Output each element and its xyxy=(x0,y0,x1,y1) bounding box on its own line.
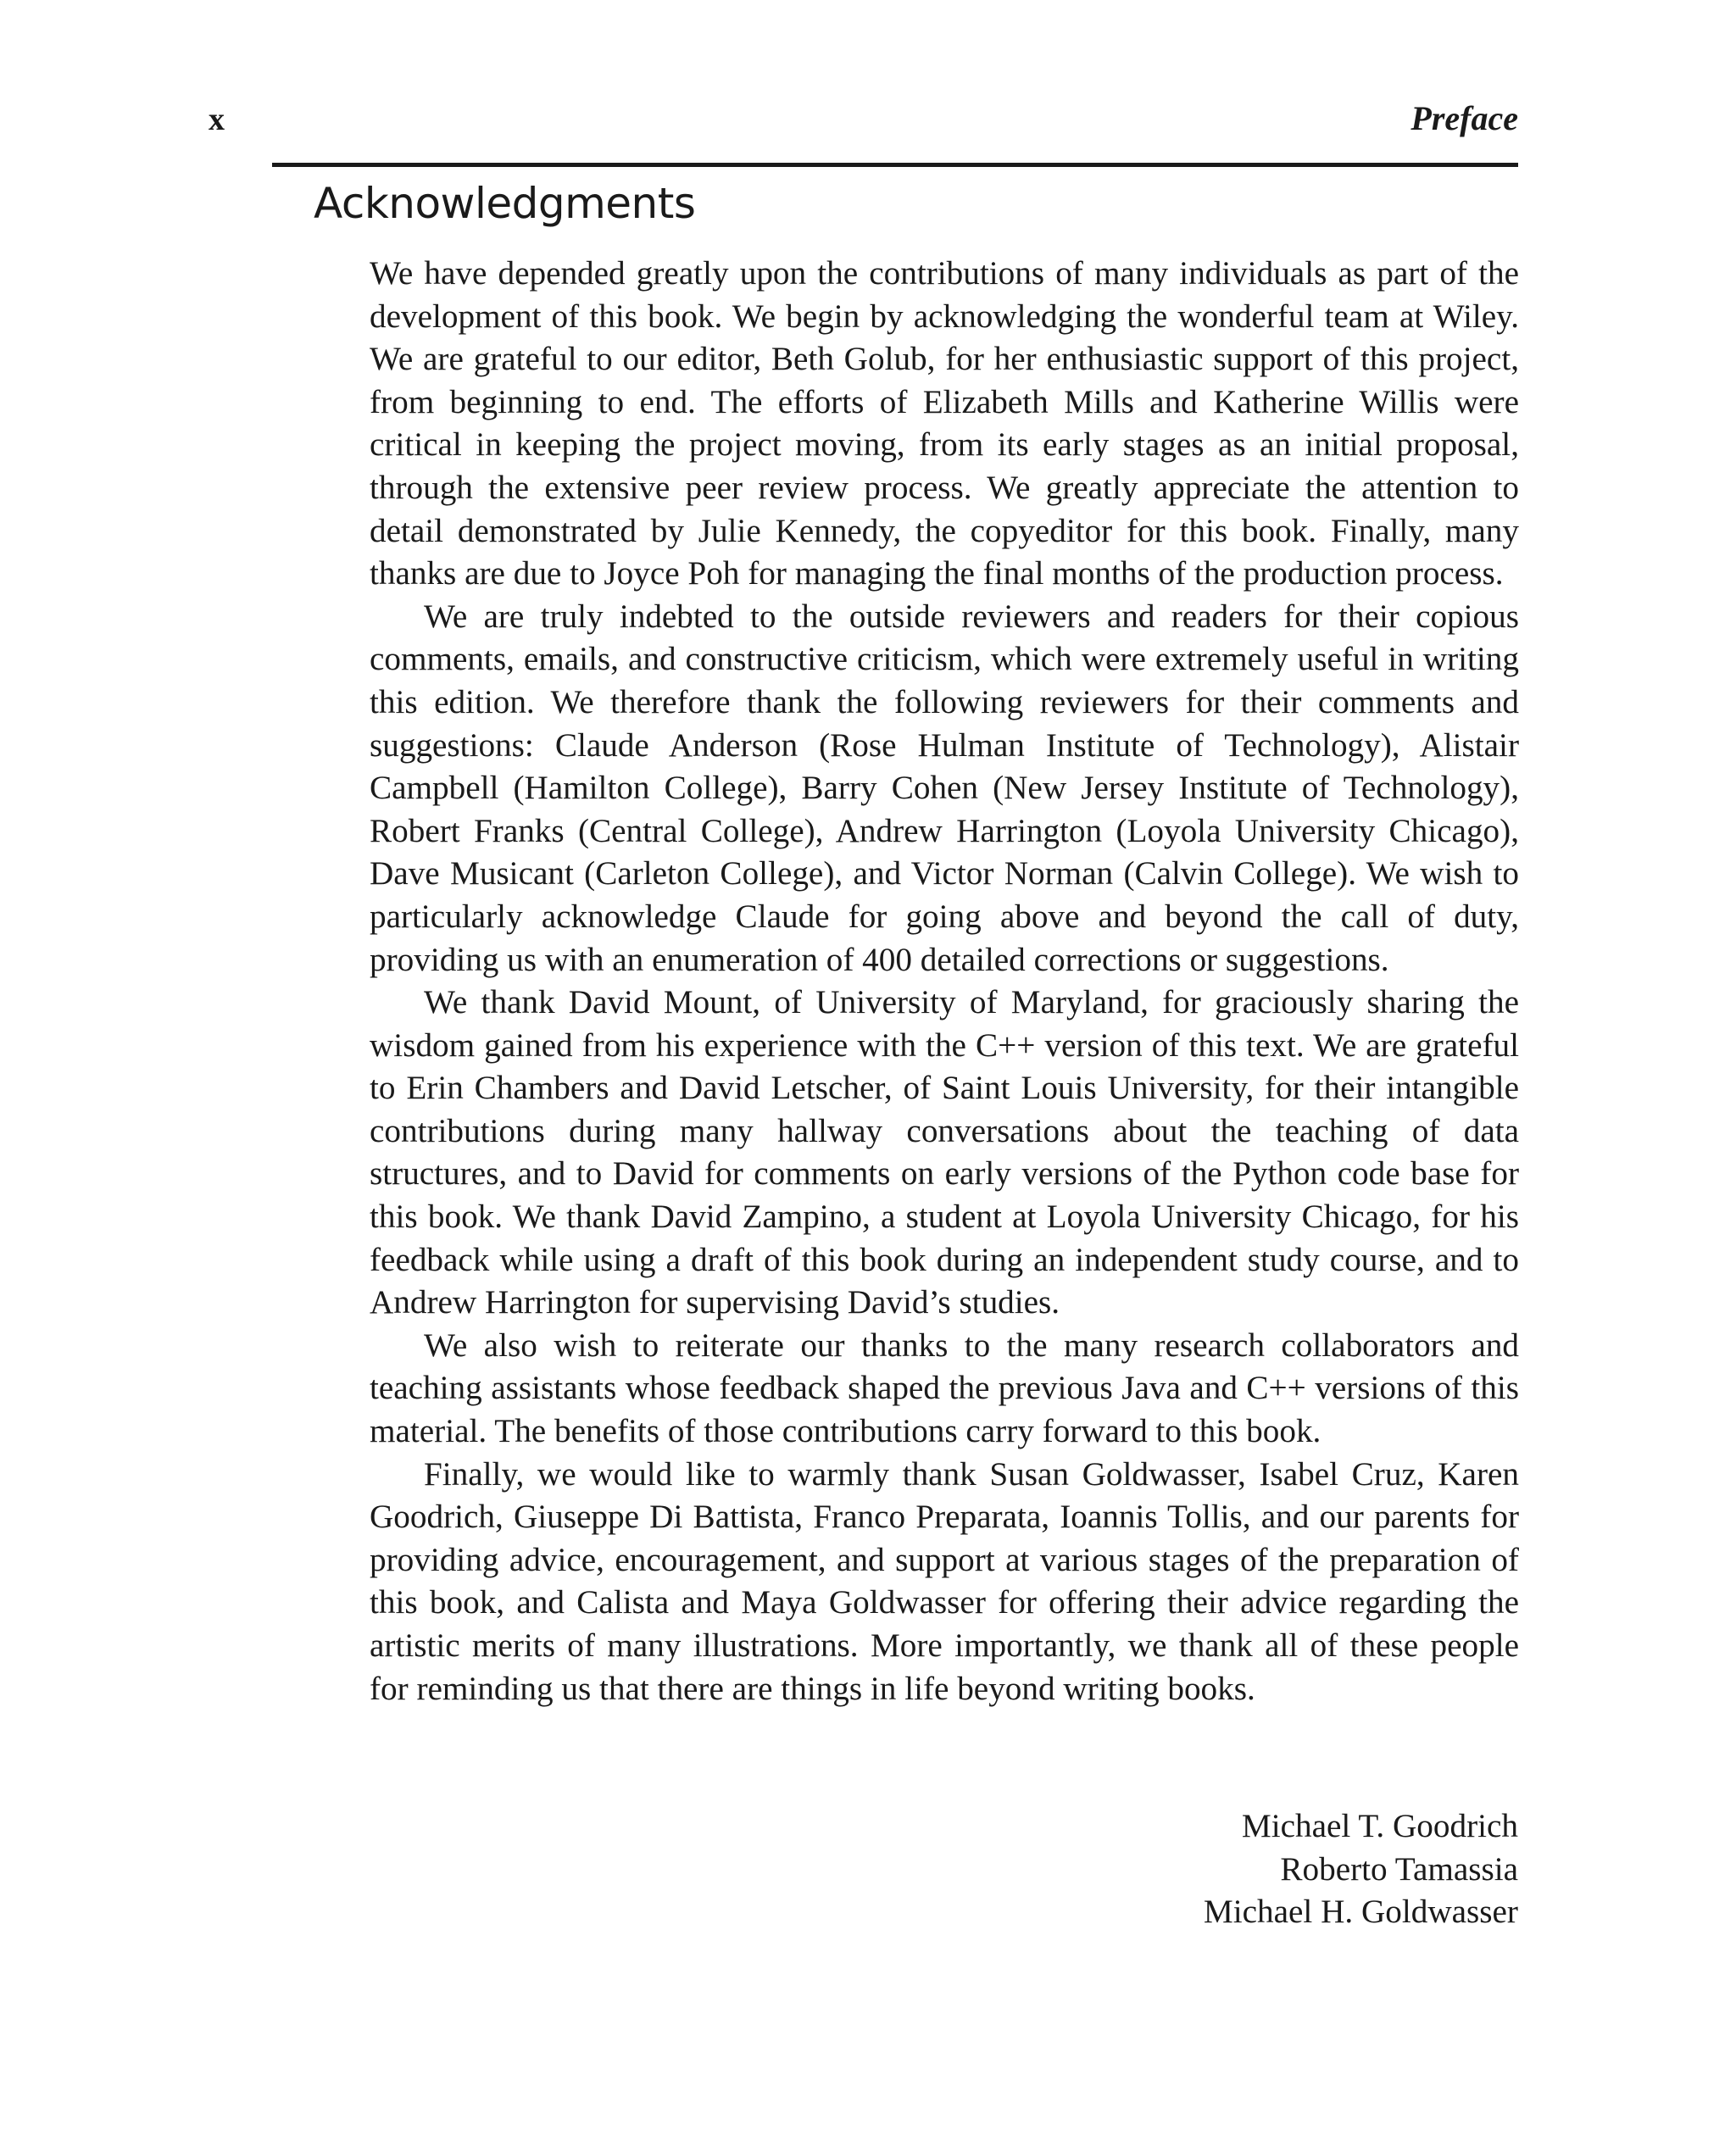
paragraph: We have depended greatly upon the contributions of many individuals as part of the development of this book. We begin by acknowledging the wonderful team at Wiley. We are grateful to our editor, Beth Golub, for her enthusiastic support of this project, from beginning to end. The efforts of Elizabeth Mills and Katherine Willis were critical in keeping the project moving, from its early stages as an initial proposal, through the extensive peer review process. We greatly appreciate the attention to detail demonstrated by Julie Kennedy, the copyeditor for this book. Finally, many thanks are due to Joyce Poh for managing the final months of the production process. xyxy=(370,255,1519,592)
body-text xyxy=(370,253,1519,1710)
paragraph: Finally, we would like to warmly thank Susan Goldwasser, Isabel Cruz, Karen Goodrich, Giuseppe Di Battista, Franco Preparata, Ioannis Tollis, and our parents for providing advice, encouragement, and support at various stages of the preparation of this book, and Calista and Maya Goldwasser for offering their advice regarding the artistic merits of many illustrations. More importantly, we thank all of these people for reminding us that there are things in life beyond writing books. xyxy=(370,1455,1519,1707)
paragraph: We thank David Mount, of University of Maryland, for graciously sharing the wisdom gained from his experience with the C++ version of this text. We are grateful to Erin Chambers and David Letscher, of Saint Louis University, for their intangible contributions during many hallway conversations about the teaching of data structures, and to David for comments on early versions of the Python code base for this book. We thank David Zampino, a student at Loyola University Chicago, for his feedback while using a draft of this book during an independent study course, and to Andrew Harrington for supervising David’s studies. xyxy=(370,984,1519,1321)
header-rule xyxy=(272,163,1518,167)
author-signatures xyxy=(1204,1805,1518,1934)
section-title: Acknowledgments xyxy=(314,179,696,228)
paragraph: We are truly indebted to the outside reviewers and readers for their copious comments, emails, and constructive criticism, which were extremely useful in writing this edition. We therefore thank the following reviewers for their comments and suggestions: Claude Anderson (Rose Hulman Institute of Technology), Alistair Campbell (Hamilton College), Barry Cohen (New Jersey Institute of Technology), Robert Franks (Central College), Andrew Harrington (Loyola University Chicago), Dave Musicant (Carleton College), and Victor Norman (Calvin College). We wish to particularly acknowledge Claude for going above and beyond the call of duty, providing us with an enumeration of 400 detailed corrections or suggestions. xyxy=(370,598,1519,978)
author-name: Roberto Tamassia xyxy=(1280,1850,1518,1888)
page-number: x xyxy=(209,102,225,137)
running-head: Preface xyxy=(1410,99,1518,137)
author-name: Michael T. Goodrich xyxy=(1241,1808,1518,1844)
author-name: Michael H. Goldwasser xyxy=(1203,1894,1518,1931)
paragraph: We also wish to reiterate our thanks to the many research collaborators and teaching assistants whose feedback shaped the previous Java and C++ versions of this material. The benefits of those contributions carry forward to this book. xyxy=(370,1326,1519,1450)
